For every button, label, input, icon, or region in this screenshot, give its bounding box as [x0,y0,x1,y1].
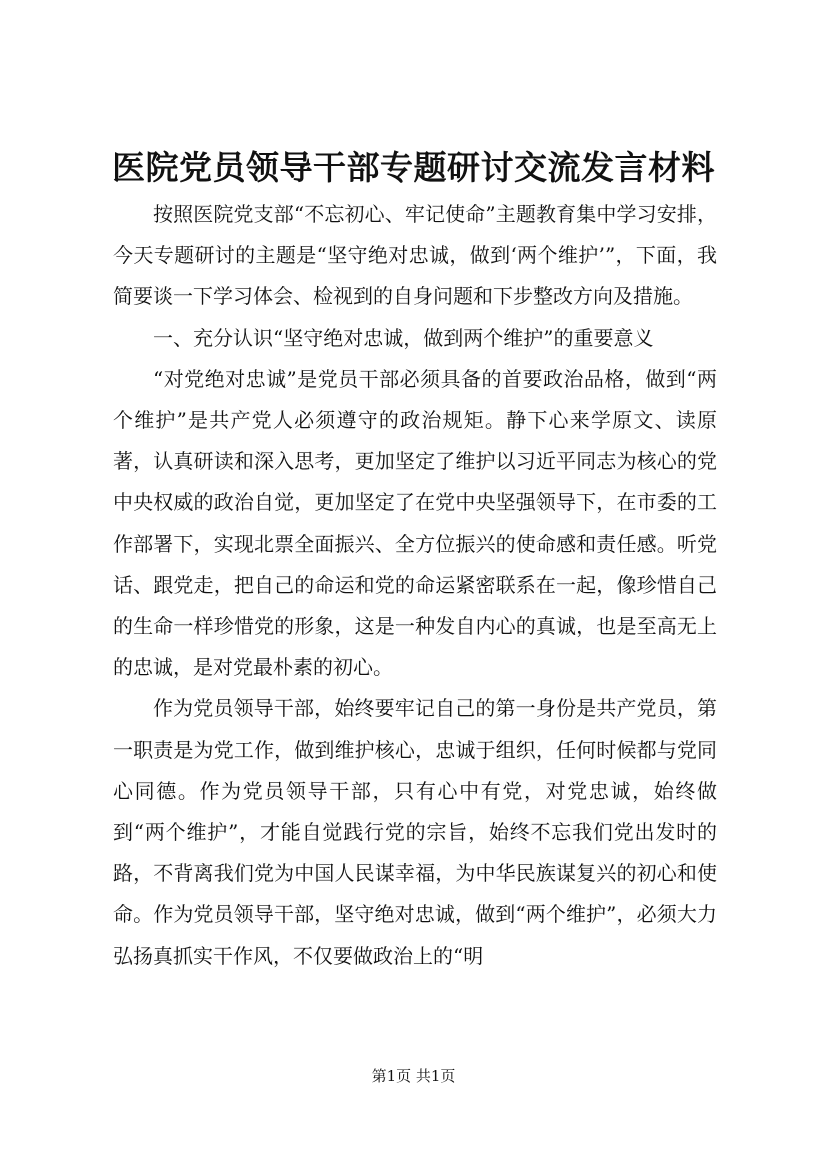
page-footer: 第1页 共1页 [371,1067,456,1085]
section-heading-1: 一、充分认识“坚守绝对忠诚，做到两个维护”的重要意义 [153,325,654,350]
paragraph-loyalty: “对党绝对忠诚”是党员干部必须具备的首要政治品格，做到“两个维护”是共产党人必须遵守的政治规矩。静下心来学原文、读原著，认真研读和深入思考，更加坚定了维护以习近平同志为核心的党中央权威的政治自觉，更加坚定了在党中央坚强领导下，在市委的工作部署下，实现北票全面振兴、全方位振兴的使命感和责任感。听党话、跟党走，把自己的命运和党的命运紧密联系在一起，像珍惜自己的生命一样珍惜党的形象，这是一种发自内心的真诚，也是至高无上的忠诚，是对党最朴素的初心。 [113,366,717,680]
paragraph-leader-duty: 作为党员领导干部，始终要牢记自己的第一身份是共产党员，第一职责是为党工作，做到维护核心，忠诚于组织，任何时候都与党同心同德。作为党员领导干部，只有心中有党，对党忠诚，始终做到“两个维护”，才能自觉践行党的宗旨，始终不忘我们党出发时的路，不背离我们党为中国人民谋幸福，为中华民族谋复兴的初心和使命。作为党员领导干部，坚守绝对忠诚，做到“两个维护”，必须大力弘扬真抓实干作风，不仅要做政治上的“明 [113,696,717,968]
document-body [113,194,717,977]
paragraph-intro: 按照医院党支部“不忘初心、牢记使命”主题教育集中学习安排，今天专题研讨的主题是“坚守绝对忠诚，做到‘两个维护’”，下面，我简要谈一下学习体会、检视到的自身问题和下步整改方向及措施。 [113,202,717,309]
page-title: 医院党员领导干部专题研讨交流发言材料 [112,148,715,187]
